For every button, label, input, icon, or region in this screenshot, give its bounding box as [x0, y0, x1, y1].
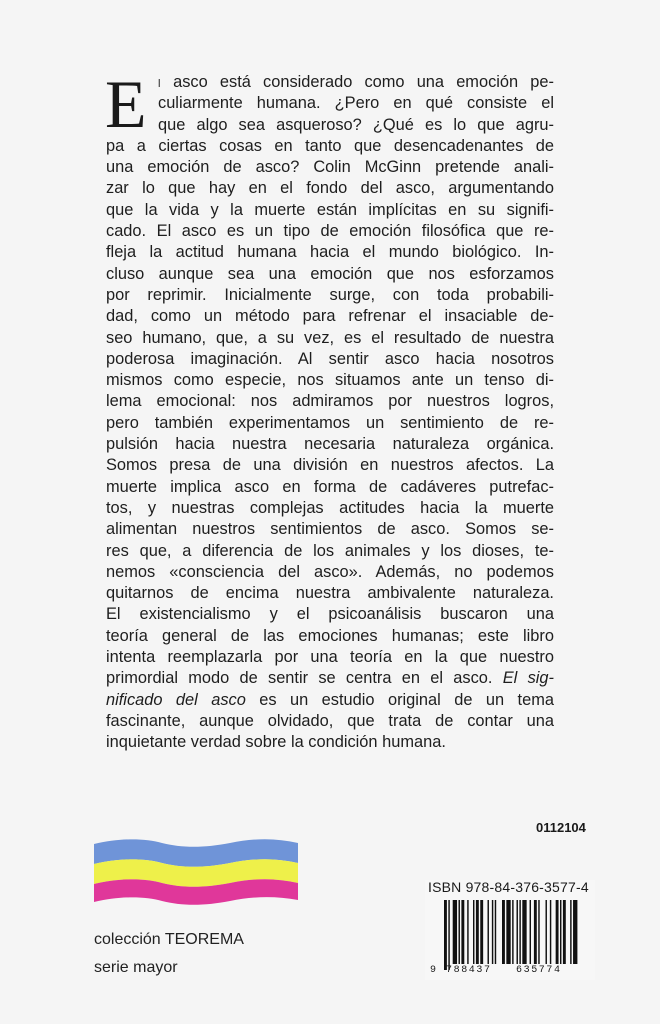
blurb-line: pa a ciertas cosas en tanto que desencadenantes de [106, 136, 554, 155]
barcode-bar [517, 900, 518, 964]
blurb-line: nificado del asco es un estudio original de un tema [106, 690, 554, 709]
blurb-line: cado. El asco es un tipo de emoción filosófica que re- [106, 222, 554, 241]
blurb-line: seo humano, que, a su vez, es el resultado de nuestra [106, 328, 554, 347]
barcode-bar [519, 900, 520, 964]
blurb-line: una emoción de asco? Colin McGinn pretende anali- [106, 158, 554, 177]
barcode-bar [480, 900, 483, 964]
collection-series: serie mayor [94, 959, 178, 976]
barcode-bar [502, 900, 505, 964]
barcode-bar [492, 900, 493, 964]
barcode-bar [538, 900, 539, 964]
barcode-bar [473, 900, 474, 964]
barcode-bar [495, 900, 496, 964]
blurb-line: quitarnos de encima nuestra ambivalente naturaleza. [106, 584, 554, 603]
barcode-bar [563, 900, 566, 964]
barcode-bar [444, 900, 447, 970]
blurb-line: zar lo que hay en el fondo del asco, argumentando [106, 179, 554, 198]
blurb-line: intenta reemplazarla por una teoría en la que nuestro [106, 648, 554, 667]
blurb-line: res que, a diferencia de los animales y los dioses, te- [106, 541, 554, 560]
barcode-bar [546, 900, 547, 964]
blurb-line: mismos como especie, nos situamos ante un tenso di- [106, 371, 554, 390]
barcode-bar [534, 900, 537, 964]
blurb-line: poderosa imaginación. Al sentir asco hacia nosotros [106, 349, 554, 368]
blurb-line: teoría general de las emociones humanas; este libro [106, 626, 554, 645]
barcode-bar [512, 900, 513, 964]
blurb-line: alimentan nuestros sentimientos de asco. Somos se- [106, 520, 554, 539]
blurb-line: que la vida y la muerte están implícitas en su signifi- [106, 200, 554, 219]
blurb-line: pulsión hacia nuestra necesaria naturaleza orgánica. [106, 435, 554, 454]
barcode-bar [530, 900, 531, 964]
blurb-line: primordial modo de sentir se centra en el asco. El sig- [106, 669, 555, 688]
barcode-digits-group-1: 788437 [446, 965, 492, 976]
barcode-bar [573, 900, 577, 964]
blurb-line: culiarmente humana. ¿Pero en qué consiste el [158, 94, 554, 113]
barcode-bar [467, 900, 468, 964]
blurb-line: El existencialismo y el psicoanálisis buscaron una [106, 605, 554, 624]
barcode-bar [459, 900, 460, 964]
barcode-bar [570, 900, 571, 964]
blurb-line: pero también experimentamos un sentimiento de re- [106, 413, 554, 432]
barcode-bar [476, 900, 479, 964]
blurb-line: fascinante, aunque olvidado, que trata de contar una [106, 711, 554, 730]
blurb-line: Somos presa de una división en nuestros afectos. La [106, 456, 554, 475]
blurb-text [105, 66, 555, 754]
blurb-line: que algo sea asqueroso? ¿Qué es lo que agru- [158, 115, 554, 134]
barcode-bar [461, 900, 464, 964]
barcode-bar [556, 900, 559, 964]
barcode-bar [560, 900, 561, 964]
barcode-bar [488, 900, 489, 964]
barcode-bar [550, 900, 551, 964]
barcode-bar [506, 900, 510, 964]
blurb-line: tos, y nuestras complejas actitudes hacia la muerte [106, 498, 554, 517]
isbn-label: ISBN 978-84-376-3577-4 [428, 879, 589, 895]
blurb-line: l asco está considerado como una emoción pe- [158, 73, 554, 91]
barcode-digit-first: 9 [430, 965, 437, 976]
collection-logo-waves [94, 838, 298, 906]
blurb-line: por reprimir. Inicialmente surge, con toda probabili- [106, 285, 554, 304]
blurb-line: nemos «consciencia del asco». Además, no podemos [106, 562, 554, 581]
blurb-line: muerte implica asco en forma de cadáveres putrefac- [106, 477, 554, 496]
blurb-line: dad, como un método para refrenar el insaciable de- [106, 307, 554, 326]
drop-cap: E [105, 66, 147, 142]
product-code: 0112104 [536, 820, 586, 835]
barcode-bar [522, 900, 526, 964]
blurb-line: lema emocional: nos admiramos por nuestros logros, [106, 392, 554, 411]
barcode [430, 900, 590, 974]
blurb-line: inquietante verdad sobre la condición humana. [106, 733, 446, 752]
barcode-bar [448, 900, 449, 970]
collection-name: colección TEOREMA [94, 931, 244, 948]
barcode-bar [453, 900, 457, 964]
barcode-digits-group-2: 635774 [516, 965, 562, 976]
blurb-line: fleja la actitud humana hacia el mundo biológico. In- [106, 243, 554, 262]
blurb-line: cluso aunque sea una emoción que nos esforzamos [106, 264, 554, 283]
